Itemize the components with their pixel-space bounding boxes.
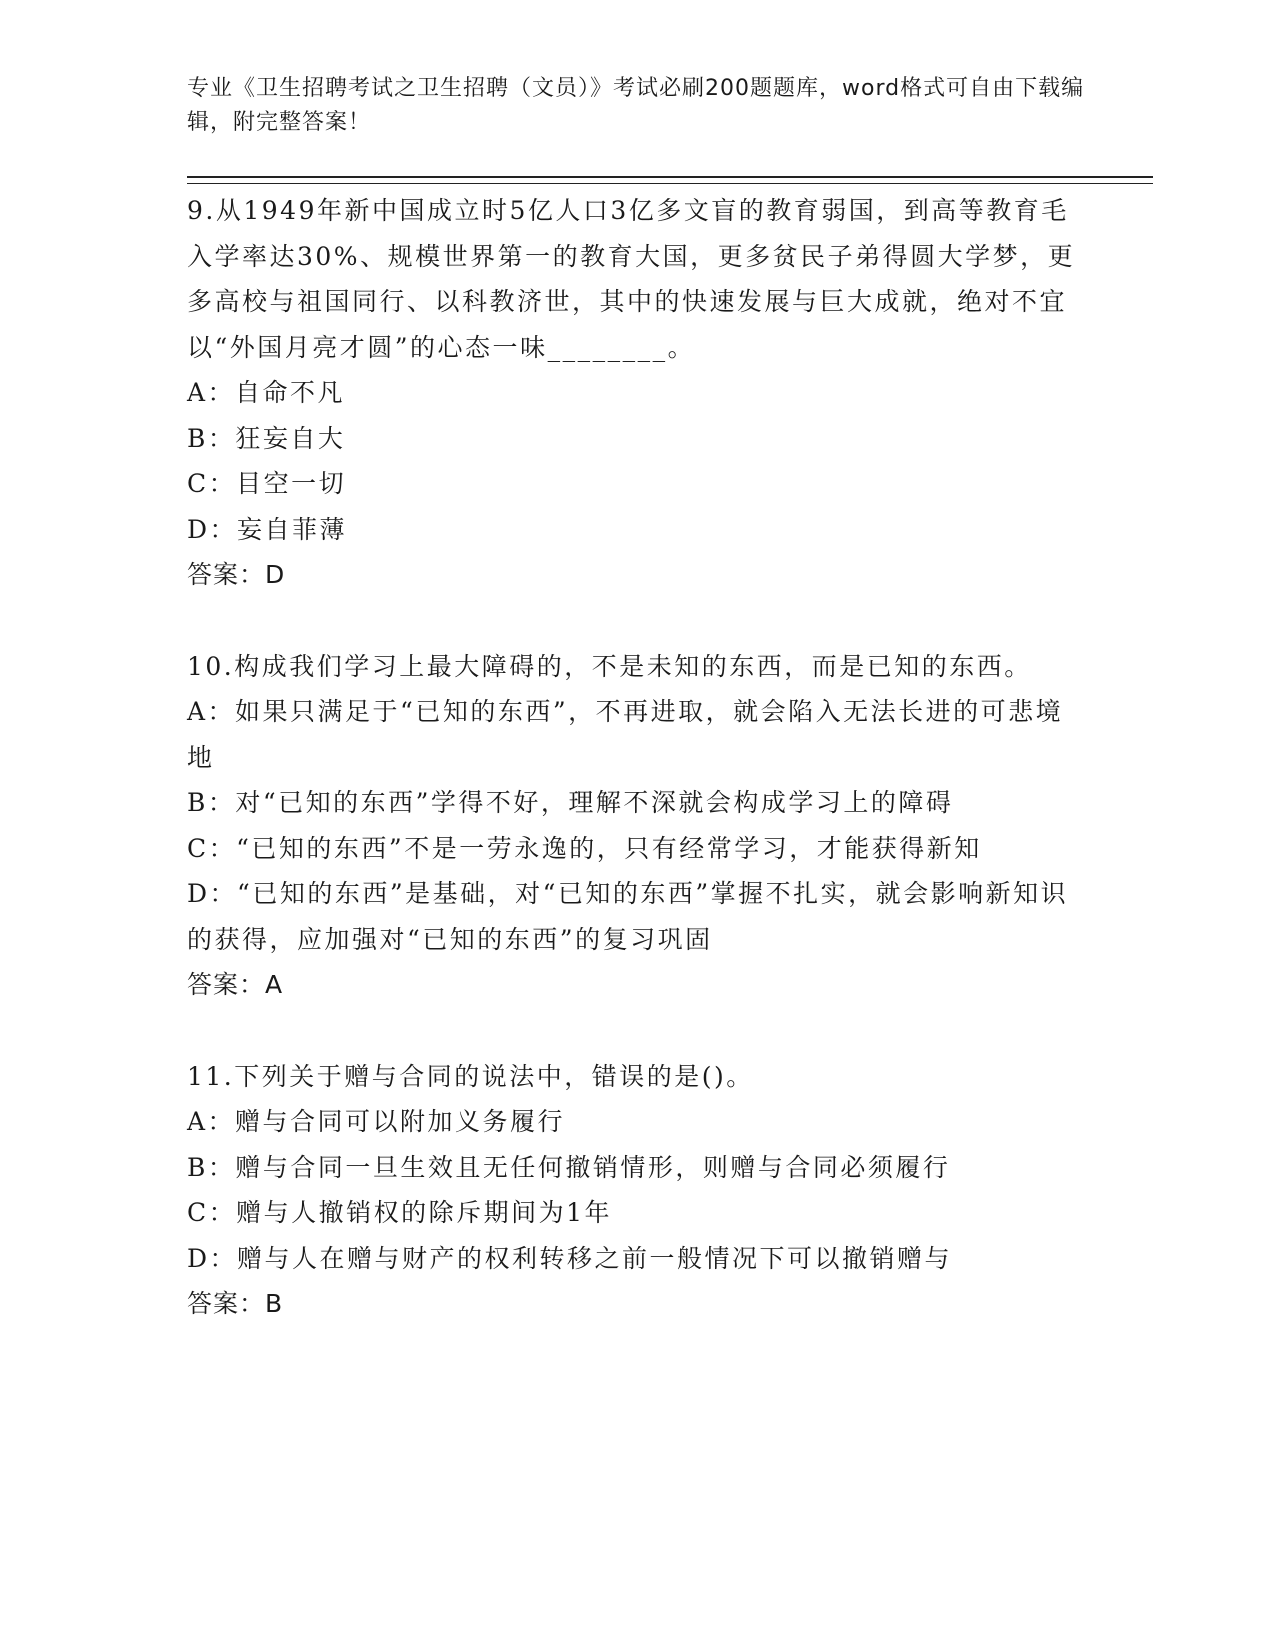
answer-line: 答案：D xyxy=(187,560,286,589)
document-header xyxy=(187,72,1087,140)
option-b: B：赠与合同一旦生效且无任何撤销情形，则赠与合同必须履行 xyxy=(187,1152,951,1182)
option-b: B：狂妄自大 xyxy=(187,423,346,453)
option-d: D：“已知的东西”是基础，对“已知的东西”掌握不扎实，就会影响新知识的获得，应加强对“已知的东西”的复习巩固 xyxy=(187,879,1069,954)
option-d: D：赠与人在赠与财产的权利转移之前一般情况下可以撤销赠与 xyxy=(187,1243,953,1273)
header-divider-thin xyxy=(187,183,1153,184)
option-c: C：目空一切 xyxy=(187,469,347,498)
option-a: A：赠与合同可以附加义务履行 xyxy=(187,1107,566,1136)
option-b: B：对“已知的东西”学得不好，理解不深就会构成学习上的障碍 xyxy=(187,788,954,817)
question-10 xyxy=(187,644,1087,1008)
option-a: A：自命不凡 xyxy=(187,378,346,407)
option-d: D：妄自菲薄 xyxy=(187,514,348,544)
question-9 xyxy=(187,188,1087,598)
question-stem: 9.从1949年新中国成立时5亿人口3亿多文盲的教育弱国，到高等教育毛入学率达30%、规模世界第一的教育大国，更多贫民子弟得圆大学梦，更多高校与祖国同行、以科教济世，其中的快速发展与巨大成就，绝对不宜以“外国月亮才圆”的心态一味________。 xyxy=(187,196,1076,362)
header-divider-thick xyxy=(187,176,1153,178)
question-stem: 10.构成我们学习上最大障碍的，不是未知的东西，而是已知的东西。 xyxy=(187,651,1032,681)
answer-line: 答案：B xyxy=(187,1289,284,1318)
option-c: C：赠与人撤销权的除斥期间为1年 xyxy=(187,1198,613,1227)
question-list xyxy=(187,188,1087,1373)
option-a: A：如果只满足于“已知的东西”，不再进取，就会陷入无法长进的可悲境地 xyxy=(187,697,1064,772)
option-c: C：“已知的东西”不是一劳永逸的，只有经常学习，才能获得新知 xyxy=(187,833,982,863)
header-title: 专业《卫生招聘考试之卫生招聘（文员）》考试必刷200题题库，word格式可自由下载编辑，附完整答案！ xyxy=(187,76,1085,135)
question-stem: 11.下列关于赠与合同的说法中，错误的是()。 xyxy=(187,1061,754,1091)
question-11 xyxy=(187,1054,1087,1327)
answer-line: 答案：A xyxy=(187,970,284,999)
